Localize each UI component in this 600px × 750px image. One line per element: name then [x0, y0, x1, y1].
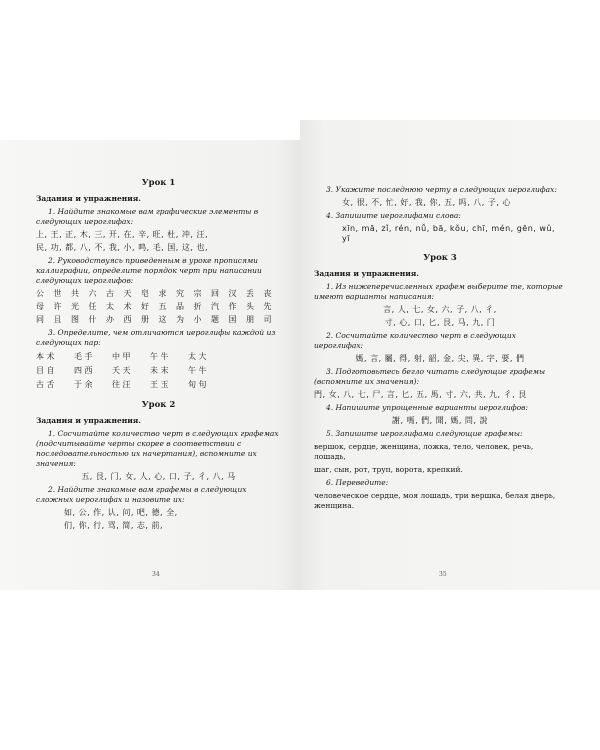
grid-char: 太: [106, 302, 114, 311]
char-pair: 夭 天: [112, 366, 131, 375]
lesson-2-task-2-instruction: 2. Найдите знакомые вам графемы в следующих сложных иероглифах и назовите их:: [36, 485, 247, 504]
grid-char: 同: [36, 315, 44, 324]
char-pair: 毛 手: [74, 352, 93, 361]
task-3-instruction: 3. Укажите последнюю черту в следующих иероглифах:: [326, 185, 557, 194]
task-3-chars: 女, 很, 不, 忙, 好, 我, 你, 五, 吗, 八, 子, 心: [342, 198, 511, 207]
exercises-heading: Задания и упражнения.: [36, 194, 141, 203]
char-grid-row: [36, 302, 281, 312]
grid-char: 术: [123, 302, 132, 311]
grid-char: 世: [53, 289, 62, 298]
left-page-content: [36, 178, 281, 534]
lesson-2-task-1-chars: 五, 艮, 门, 女, 人, 心, 口, 子, 彳, 八, 马: [81, 472, 236, 481]
page-number: 34: [152, 571, 160, 578]
grid-char: 古: [106, 289, 114, 298]
lesson-2-task-1-instruction: 1. Сосчитайте количество черт в следующих графемах (подсчитывайте черты скорее в соответствии с последовательностью их начертания), вспомните их значения:: [36, 429, 279, 468]
lesson-3-task-4-chars: 謝, 嗎, 們, 聞, 媽, 問, 說: [391, 416, 488, 425]
grid-char: 头: [246, 302, 254, 311]
char-pair: 中 甲: [112, 352, 131, 361]
char-pair: 未 末: [150, 366, 169, 375]
grid-char: 为: [176, 315, 184, 324]
grid-char: 母: [36, 302, 44, 311]
grid-char: 光: [71, 302, 79, 311]
grid-char: 什: [88, 315, 97, 324]
lesson-3-title: Урок 3: [423, 253, 457, 263]
char-pair: 王 玉: [150, 380, 169, 389]
task-1-chars-line-1: 上, 王, 正, 木, 三, 开, 在, 辛, 旺, 杜, 冲, 汪,: [36, 230, 208, 239]
pairs-row: [36, 352, 281, 362]
grid-char: 皂: [141, 289, 149, 298]
task-3-instruction: 3. Определите, чем отличаются иероглифы каждой из следующих пар:: [36, 328, 276, 347]
grid-char: 天: [123, 289, 132, 298]
task-3-pairs: [36, 352, 281, 390]
grid-char: 题: [211, 315, 219, 324]
grid-char: 办: [106, 315, 114, 324]
task-2-instruction: 2. Руководствуясь приведенным в уроке прописями каллиграфии, определите порядок черт при написании следующих иероглифов:: [36, 256, 262, 285]
grid-char: 六: [88, 289, 97, 298]
grid-char: 折: [193, 302, 202, 311]
exercises-heading: Задания и упражнения.: [314, 269, 419, 278]
char-pair: 往 汪: [112, 380, 131, 389]
lesson-1-title: Урок 1: [141, 178, 176, 188]
pairs-row: [36, 380, 281, 390]
lesson-3-task-3-instruction: 3. Подготовьтесь бегло читать следующие графемы (вспомните их значения):: [314, 367, 546, 386]
lesson-3-task-2-instruction: 2. Сосчитайте количество черт в следующих иероглифах:: [314, 331, 516, 350]
right-page: [300, 120, 600, 590]
lesson-3-task-3-chars: 門, 女, 八, 七, 尸, 言, 匕, 五, 馬, 寸, 六, 共, 九, 彳, 艮: [314, 390, 527, 399]
char-pair: 太 大: [188, 352, 207, 361]
char-pair: 目 自: [36, 366, 55, 375]
char-pair: 午 牛: [150, 352, 169, 361]
exercises-heading: Задания и упражнения.: [36, 416, 141, 425]
task-2-char-grid: [36, 289, 281, 325]
grid-char: 且: [53, 315, 62, 324]
grid-char: 任: [88, 302, 97, 311]
grid-char: 国: [228, 315, 237, 324]
lesson-3-task-4-instruction: 4. Напишите упрощенные варианты иероглифов:: [326, 403, 529, 412]
char-pair: 四 西: [74, 366, 93, 375]
pairs-row: [36, 366, 281, 376]
lesson-3-task-2-chars: 媽, 言, 屬, 得, 射, 韶, 金, 尖, 異, 字, 要, 們: [355, 354, 525, 363]
grid-char: 共: [71, 289, 79, 298]
lesson-3-task-1-instruction: 1. Из нижеперечисленных графем выберите те, которые имеют варианты написания:: [314, 282, 563, 301]
task-4-instruction: 4. Запишите иероглифами слова:: [326, 211, 461, 220]
lesson-3-task-5-line-2: шаг, сын, рот, труп, ворота, крепкий.: [314, 465, 463, 474]
grid-char: 朋: [246, 315, 254, 324]
grid-char: 究: [176, 289, 184, 298]
lesson-3-task-5-line-1: вершок, сердце, женщина, ложка, тело, человек, речь, лошадь,: [314, 442, 534, 461]
grid-char: 公: [36, 289, 44, 298]
left-page: [0, 140, 300, 590]
grid-char: 丧: [263, 289, 272, 298]
grid-char: 先: [263, 302, 272, 311]
char-grid-row: [36, 315, 281, 325]
lesson-3-task-1-chars-line-2: 寸, 心, 口, 匕, 艮, 马, 九, 门: [384, 318, 496, 327]
grid-char: 五: [158, 302, 167, 311]
grid-char: 作: [228, 302, 237, 311]
lesson-3-task-5-instruction: 5. Запишите иероглифами следующие графемы:: [326, 429, 523, 438]
task-4-pinyin: xīn, mā, zǐ, rén, nǚ, bā, kǒu, chī, mén, gēn, wǔ, yī: [342, 224, 556, 243]
grid-char: 好: [141, 302, 149, 311]
char-pair: 午 牛: [188, 366, 207, 375]
grid-char: 西: [123, 315, 132, 324]
grid-char: 许: [53, 302, 62, 311]
grid-char: 司: [263, 315, 272, 324]
char-pair: 旬 句: [188, 380, 207, 389]
lesson-2-title: Урок 2: [141, 400, 176, 410]
grid-char: 小: [193, 315, 202, 324]
grid-char: 册: [141, 315, 149, 324]
page-number: 35: [439, 571, 447, 578]
char-pair: 本 术: [36, 352, 55, 361]
grid-char: 宗: [193, 289, 202, 298]
char-pair: 古 舌: [36, 380, 55, 389]
grid-char: 品: [176, 302, 184, 311]
lesson-2-task-2-chars-line-2: 们, 你, 行, 骂, 简, 志, 前,: [64, 521, 164, 530]
task-1-chars-line-2: 民, 功, 都, 八, 不, 我, 小, 鸣, 毛, 国, 这, 也,: [36, 243, 208, 252]
char-grid-row: [36, 289, 281, 299]
task-1-instruction: 1. Найдите знакомые вам графические элементы в следующих иероглифах:: [36, 207, 259, 226]
lesson-2-task-2-chars-line-1: 如, 公, 作, 认, 问, 吧, 德, 全,: [64, 508, 178, 517]
grid-char: 求: [158, 289, 167, 298]
lesson-3-task-6-instruction: 6. Переведите:: [326, 478, 389, 487]
lesson-3-task-1-chars-line-1: 言, 人, 七, 女, 六, 子, 八, 彳,: [383, 305, 497, 314]
grid-char: 汽: [211, 302, 219, 311]
right-page-content: [314, 182, 566, 514]
grid-char: 图: [71, 315, 79, 324]
grid-char: 丢: [246, 289, 254, 298]
char-pair: 于 余: [74, 380, 93, 389]
grid-char: 回: [211, 289, 219, 298]
lesson-3-task-6-line: человеческое сердце, моя лошадь, три вершка, белая дверь, женщина.: [314, 491, 556, 510]
grid-char: 这: [158, 315, 167, 324]
grid-char: 汉: [228, 289, 237, 298]
